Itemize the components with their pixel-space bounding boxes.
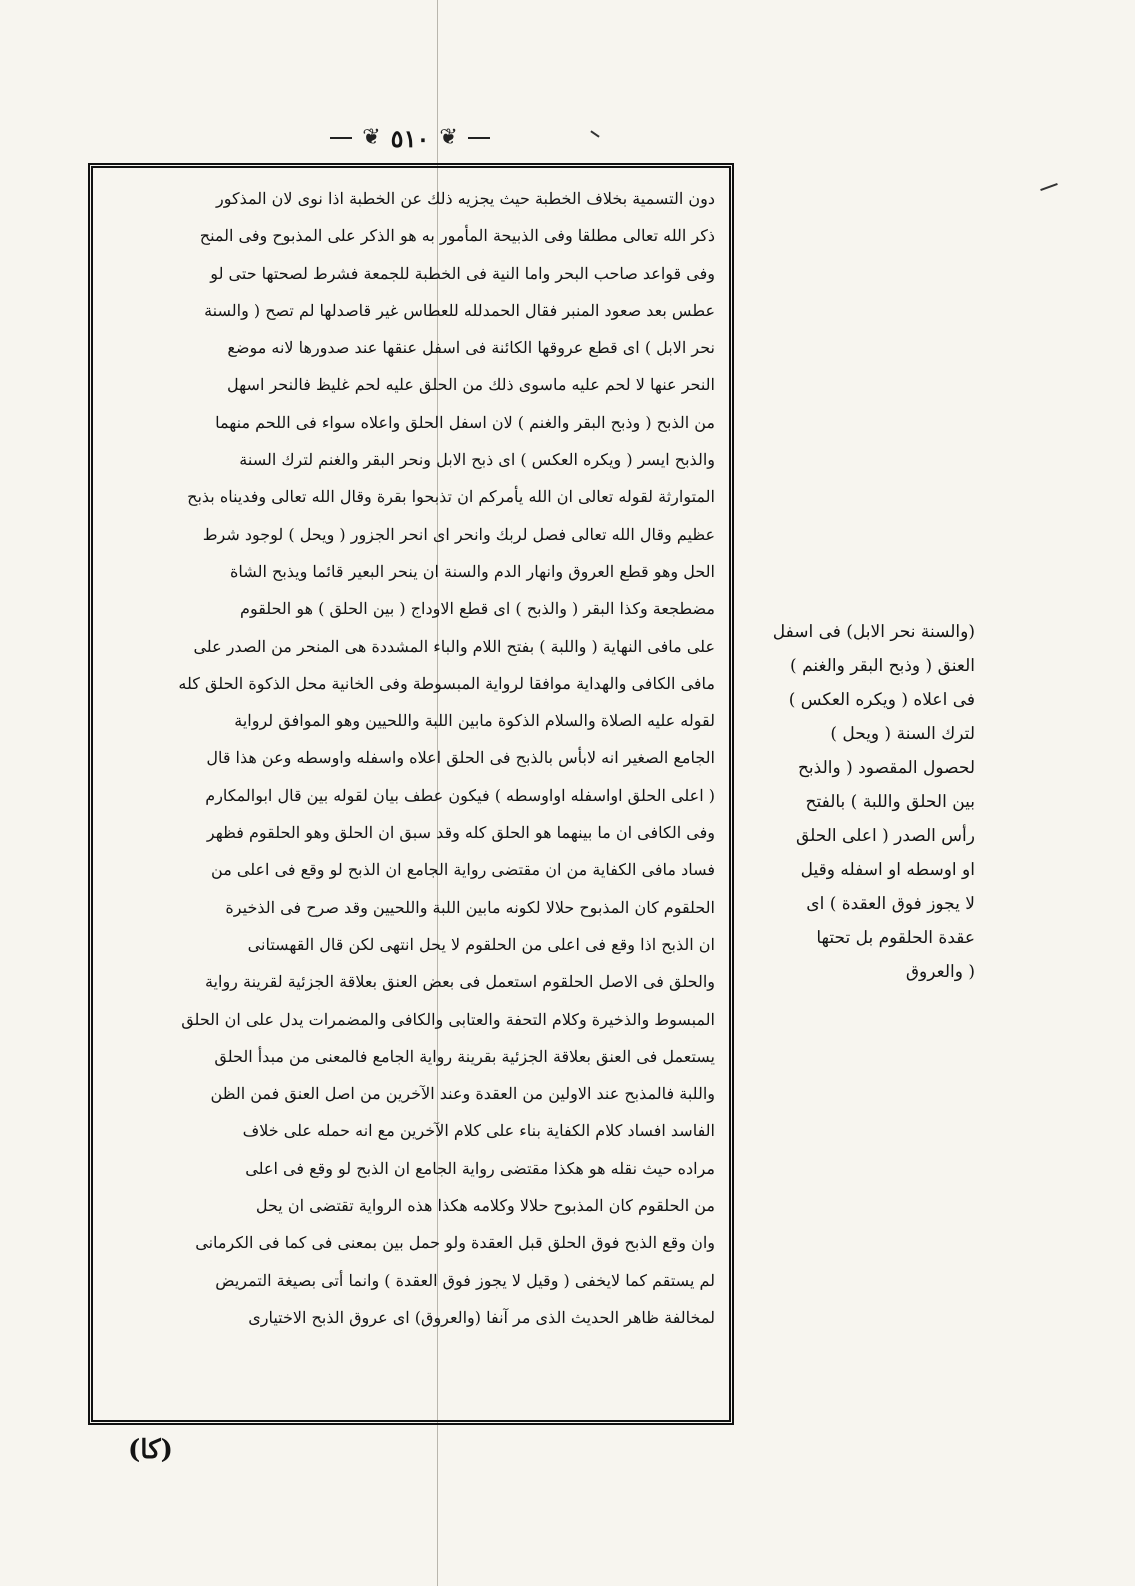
scan-speck <box>1040 183 1058 191</box>
main-text-line: مافى الكافى والهداية موافقا لرواية المبسوطة وفى الخانية محل الذكوة الحلق كله <box>178 673 715 693</box>
ornament-left-icon: ❦ <box>362 125 381 150</box>
main-text-line: دون التسمية بخلاف الخطبة حيث يجزيه ذلك عن الخطبة اذا نوى لان المذكور <box>216 189 715 208</box>
main-text-line: الجامع الصغير انه لابأس بالذبح فى الحلق اعلاه واسفله واوسطه وعن هذا قال <box>206 748 715 768</box>
main-text-line: مضطجعة وكذا البقر ( والذبح ) اى قطع الاوداج ( بين الحلق ) هو الحلقوم <box>240 599 715 619</box>
main-text-line: الحلقوم كان المذبوح حلالا لكونه مابين اللبة واللحيين وقد صرح فى الذخيرة <box>225 897 715 917</box>
main-text-line: ( اعلى الحلق اواسفله اواوسطه ) فيكون عطف بيان لقوله بين قال ابوالمكارم <box>205 785 715 805</box>
signature-mark: (كا) <box>128 1435 173 1465</box>
main-text-line: ذكر الله تعالى مطلقا وفى الذبيحة المأمور به هو الذكر على المذبوح وفى المنح <box>199 226 715 246</box>
margin-note-line: لحصول المقصود ( والذبح <box>797 758 975 778</box>
header-rule-left <box>330 137 352 139</box>
main-text-line: المتوارثة لقوله تعالى ان الله يأمركم ان تذبحوا بقرة وقال الله تعالى وفديناه بذبح <box>187 487 715 507</box>
main-text-line: يستعمل فى العنق بعلاقة الجزئية بقرينة رواية الجامع فالمعنى من مبدأ الحلق <box>214 1046 715 1066</box>
margin-note-line: العنق ( وذبح البقر والغنم ) <box>790 656 975 676</box>
ornament-right-icon: ❦ <box>439 125 458 150</box>
main-text-line: لم يستقم كما لايخفى ( وقيل لا يجوز فوق العقدة ) وانما أتى بصيغة التمريض <box>215 1270 715 1290</box>
main-text-frame <box>88 163 734 1425</box>
main-text-line: النحر عنها لا لحم عليه ماسوى ذلك من الحلق عليه لحم غليظ فالنحر اسهل <box>227 375 715 395</box>
main-text-line: عظيم وقال الله تعالى فصل لربك وانحر اى انحر الجزور ( ويحل ) لوجود شرط <box>202 524 715 544</box>
main-text-line: المبسوط والذخيرة وكلام التحفة والعتابى والكافى والمضمرات يدل على ان الحلق <box>181 1009 715 1029</box>
main-text-line: والحلق فى الاصل الحلقوم استعمل فى بعض العنق بعلاقة الجزئية لقرينة رواية <box>204 972 715 992</box>
margin-note-line: عقدة الحلقوم بل تحتها <box>816 928 975 948</box>
scan-speck <box>590 130 599 137</box>
margin-note-line: لا يجوز فوق العقدة ) اى <box>806 894 975 914</box>
margin-note-line: فى اعلاه ( ويكره العكس ) <box>788 690 975 710</box>
page-number: ٥١٠ <box>390 123 430 153</box>
margin-note-line: لترك السنة ( ويحل ) <box>830 724 975 744</box>
margin-note-line: او اوسطه او اسفله وقيل <box>800 860 975 880</box>
main-text-line: الفاسد افساد كلام الكفاية بناء على كلام الآخرين مع انه حمله على خلاف <box>242 1121 715 1141</box>
main-text-line: واللبة فالمذبح عند الاولين من العقدة وعند الآخرين من اصل العنق فمن الظن <box>210 1084 715 1104</box>
margin-note-line: ( والعروق <box>905 962 975 982</box>
main-text-body <box>107 180 715 1336</box>
main-text-line: ان الذبح اذا وقع فى اعلى من الحلقوم لا يحل انتهى لكن قال القهستانى <box>247 934 715 954</box>
main-text-line: على مافى النهاية ( واللبة ) بفتح اللام والباء المشددة هى المنحر من الصدر على <box>193 636 715 656</box>
main-text-line: لقوله عليه الصلاة والسلام الذكوة مابين اللبة واللحيين وهو الموافق لرواية <box>234 711 715 731</box>
main-text-line: وفى قواعد صاحب البحر واما النية فى الخطبة للجمعة فشرط لصحتها حتى لو <box>210 263 715 283</box>
main-text-line: نحر الابل ) اى قطع عروقها الكائنة فى اسفل عنقها عند صدورها لانه موضع <box>227 338 715 358</box>
main-text-line: من الحلقوم كان المذبوح حلالا وكلامه هكذا هذه الرواية تقتضى ان يحل <box>255 1196 715 1216</box>
main-text-line: عطس بعد صعود المنبر فقال الحمدلله للعطاس غير قاصدلها لم تصح ( والسنة <box>204 300 715 320</box>
main-text-line: وان وقع الذبح فوق الحلق قبل العقدة ولو حمل بين بمعنى فى كما فى الكرمانى <box>195 1233 715 1253</box>
header-rule-right <box>468 137 490 139</box>
page-header <box>330 118 490 158</box>
margin-note-line: بين الحلق واللبة ) بالفتح <box>805 792 975 812</box>
margin-note-line: رأس الصدر ( اعلى الحلق <box>795 826 975 846</box>
main-text-line: لمخالفة ظاهر الحديث الذى مر آنفا (والعروق) اى عروق الذبح الاختيارى <box>248 1307 715 1327</box>
main-text-line: مراده حيث نقله هو هكذا مقتضى رواية الجامع ان الذبح لو وقع فى اعلى <box>245 1158 715 1178</box>
main-text-line: من الذبح ( وذبح البقر والغنم ) لان اسفل الحلق واعلاه سواء فى اللحم منهما <box>215 412 715 432</box>
margin-commentary <box>745 615 975 989</box>
main-text-line: وفى الكافى ان ما بينهما هو الحلق كله وقد سبق ان الحلق وهو الحلقوم فظهر <box>206 823 715 843</box>
main-text-line: والذبح ايسر ( ويكره العكس ) اى ذبح الابل ونحر البقر والغنم لترك السنة <box>239 450 715 470</box>
margin-note-line: (والسنة نحر الابل) فى اسفل <box>772 622 975 642</box>
main-text-line: فساد مافى الكفاية من ان مقتضى رواية الجامع ان الذبح لو وقع فى اعلى من <box>211 860 715 880</box>
main-text-line: الحل وهو قطع العروق وانهار الدم والسنة ان ينحر البعير قائما ويذبح الشاة <box>230 561 715 581</box>
